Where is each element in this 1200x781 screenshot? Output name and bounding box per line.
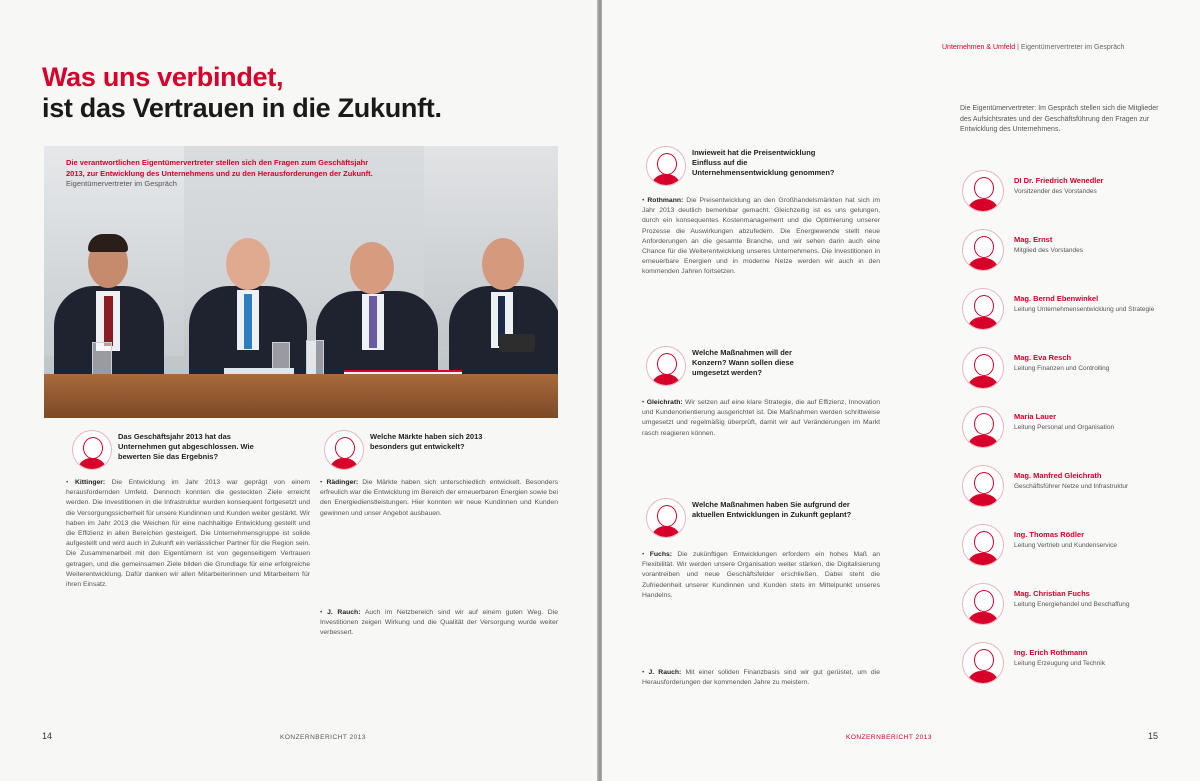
contact-card [962,347,1172,395]
contact-role: Leitung Personal und Organisation [1014,424,1115,431]
contact-card [962,288,1172,336]
contact-role: Leitung Finanzen und Controlling [1014,365,1110,372]
contact-name: DI Dr. Friedrich Wenedler [1014,176,1104,185]
answer-text: • Fuchs: Die zukünftigen Entwicklungen erfordern ein hohes Maß an Flexibilität. Wir werden unsere Organisation weiter stärken, die Digitalisierung vorantreiben und neue Geschäftsfelder erschließen. Dabei steht die Zufriedenheit unserer Kundinnen und Kunden stets im Mittelpunkt unseres Handelns. [642,551,880,599]
contact-role: Geschäftsführer Netze und Infrastruktur [1014,483,1129,490]
contact-card [962,170,1172,218]
answer-text: • J. Rauch: Auch im Netzbereich sind wir auf einem guten Weg. Die Investitionen zeigen Wirkung und die Qualität der Versorgung wurde weiter verbessert. [320,609,559,637]
answer-text: • Gleichrath: Wir setzen auf eine klare Strategie, die auf Effizienz, Innovation und Kundenorientierung ausgerichtet ist. Die Maßnahmen werden schrittweise umgesetzt und regelmäßig überprüft, damit wir auf Veränderungen im Markt rasch reagieren können. [642,399,880,437]
answer-speaker: Rädinger: [326,479,359,486]
photo-caption-sub: Eigentümervertreter im Gespräch [66,179,177,188]
answer-body: Die Preisentwicklung an den Großhandelsmärkten hat sich im Jahr 2013 deutlich bemerkbar gemacht. Gleichzeitig ist es uns gelungen, durch ein konsequentes Kostenmanagement und die Optimierung unserer Prozesse die Auswirkungen abzufedern. Die Energiewende stellt neue Anforderungen an die gesamte Branche, und wir sehen darin auch eine Chance für die Weiterentwicklung unseres Unternehmens. Die Investitionen in erneuerbare Energien und in moderne Netze werden wir auch in den kommenden Jahren fortsetzen. [642,197,880,276]
person-icon [962,347,1004,389]
page-number: 14 [42,731,53,741]
contact-card [962,583,1172,631]
headline-line-1: Was uns verbindet, [42,62,284,92]
answer-speaker: Kittinger: [74,479,106,486]
photo-caption-text: Die verantwortlichen Eigentümervertreter stellen sich den Fragen zum Geschäftsjahr 2013, zur Entwicklung des Unternehmens und zu den Herausforderungen der Zukunft. [66,158,373,178]
contact-name: Ing. Erich Rothmann [1014,648,1088,657]
person-icon [962,642,1004,684]
answer-body: Die Märkte haben sich unterschiedlich entwickelt. Besonders erfreulich war die Entwicklung im Bereich der erneuerbaren Energien sowie bei den Energiedienstleistungen. Hier konnten wir neue Kundinnen und Kunden gewinnen und unser Angebot ausbauen. [320,479,558,517]
contact-role: Leitung Energiehandel und Beschaffung [1014,601,1130,608]
person-icon [962,524,1004,566]
question-text: Welche Maßnahmen haben Sie aufgrund der aktuellen Entwicklungen in Zukunft geplant? [692,500,852,519]
contact-card [962,406,1172,454]
page-headline [42,62,442,124]
answer-speaker: Gleichrath: [646,399,683,406]
person-icon [324,430,364,470]
contact-role: Leitung Vertrieb und Kundenservice [1014,542,1117,549]
person-icon [962,229,1004,271]
person-icon [646,146,686,186]
answer-text: • Kittinger: Die Entwicklung im Jahr 2013 war geprägt von einem herausfordernden Umfeld. Dennoch konnten die gesteckten Ziele erreicht werden. Die Investitionen in die Infrastruktur wurden konsequent fortgesetzt und die Versorgungssicherheit für unsere Kundinnen und Kunden weiter gestärkt. Wir haben im Jahr 2013 die Weichen für eine nachhaltige Entwicklung gestellt und die Effizienz in allen Bereichen gesteigert. Die Unternehmensgruppe ist solide aufgestellt und wird auch in Zukunft ein verlässlicher Partner für die Region sein. Die Zusammenarbeit mit den Eigentümern ist von gegenseitigem Vertrauen getragen, und die gemeinsamen Ziele bilden die Grundlage für eine erfolgreiche Weiterentwicklung. Dafür danken wir allen Mitarbeiterinnen und Mitarbeitern für ihren Einsatz. [66,479,310,589]
person-icon [646,498,686,538]
page-number: 15 [1148,731,1159,741]
answer-body: Mit einer soliden Finanzbasis sind wir gut gerüstet, um die Herausforderungen der kommenden Jahre zu meistern. [642,669,881,687]
answer-text: • Rädinger: Die Märkte haben sich unterschiedlich entwickelt. Besonders erfreulich war die Entwicklung im Bereich der erneuerbaren Energien sowie bei den Energiedienstleistungen. Hier konnten wir neue Kundinnen und Kunden gewinnen und unser Angebot ausbauen. [320,479,558,517]
question-text: Welche Märkte haben sich 2013 besonders gut entwickelt? [370,432,483,451]
section-header-red: Unternehmen & Umfeld [942,44,1016,51]
answer-body: Die zukünftigen Entwicklungen erfordern ein hohes Maß an Flexibilität. Wir werden unsere Organisation weiter stärken, die Digitalisierung vorantreiben und neue Geschäftsfelder erschließen. Dabei steht die Zufriedenheit unserer Kundinnen und Kunden stets im Mittelpunkt unseres Handelns. [642,551,880,599]
question-text: Das Geschäftsjahr 2013 hat das Unternehmen gut abgeschlossen. Wie bewerten Sie das Ergebnis? [118,432,254,461]
answer-speaker: Fuchs: [649,551,673,558]
left-page [0,0,598,781]
answer-speaker: J. Rauch: [327,609,361,616]
question-text: Inwieweit hat die Preisentwicklung Einfluss auf die Unternehmensentwicklung genommen? [692,148,835,177]
person-icon [72,430,112,470]
right-page [602,0,1200,781]
contact-role: Leitung Erzeugung und Technik [1014,660,1105,667]
contact-card [962,524,1172,572]
answer-body: Die Entwicklung im Jahr 2013 war geprägt von einem herausfordernden Umfeld. Dennoch konnten die gesteckten Ziele erreicht werden. Die Investitionen in die Infrastruktur wurden konsequent fortgesetzt und die Versorgungssicherheit für unsere Kundinnen und Kunden weiter gestärkt. Wir haben im Jahr 2013 die Weichen für eine nachhaltige Entwicklung gestellt und die Effizienz in allen Bereichen gesteigert. Die Unternehmensgruppe ist solide aufgestellt und wird auch in Zukunft ein verlässlicher Partner für die Region sein. Die Zusammenarbeit mit den Eigentümern ist von gegenseitigem Vertrauen getragen, und die gemeinsamen Ziele bilden die Grundlage für eine erfolgreiche Weiterentwicklung. Dafür danken wir allen Mitarbeiterinnen und Mitarbeitern für ihren Einsatz. [66,479,310,589]
answer-text: • Rothmann: Die Preisentwicklung an den Großhandelsmärkten hat sich im Jahr 2013 deutlich bemerkbar gemacht. Gleichzeitig ist es uns gelungen, durch ein konsequentes Kostenmanagement und die Optimierung unserer Prozesse die Auswirkungen abzufedern. Die Energiewende stellt neue Anforderungen an die gesamte Branche, und wir sehen darin auch eine Chance für die Weiterentwicklung unseres Unternehmens. Die Investitionen in erneuerbare Energien und in moderne Netze werden wir auch in den kommenden Jahren fortsetzen. [642,197,880,276]
contact-role: Mitglied des Vorstandes [1014,247,1084,254]
contact-role: Vorsitzender des Vorstandes [1014,188,1097,195]
person-icon [962,170,1004,212]
person-icon [962,583,1004,625]
contact-card [962,642,1172,690]
contact-card [962,229,1172,277]
contact-name: Ing. Thomas Rödler [1014,530,1085,539]
running-footer: KONZERNBERICHT 2013 [846,734,932,741]
contact-name: Mag. Bernd Ebenwinkel [1014,294,1099,303]
section-header: Unternehmen & Umfeld | Eigentümervertreter im Gespräch [942,44,1125,51]
answer-body: Auch im Netzbereich sind wir auf einem guten Weg. Die Investitionen zeigen Wirkung und die Qualität der Versorgung wurde weiter verbessert. [320,609,559,637]
contact-name: Mag. Ernst [1014,235,1053,244]
question-text: Welche Maßnahmen will der Konzern? Wann sollen diese umgesetzt werden? [692,348,794,377]
person-icon [962,465,1004,507]
contact-card [962,465,1172,513]
answer-body: Wir setzen auf eine klare Strategie, die auf Effizienz, Innovation und Kundenorientierung ausgerichtet ist. Die Maßnahmen werden schrittweise umgesetzt und regelmäßig überprüft, damit wir auf Veränderungen im Markt rasch reagieren können. [642,399,880,437]
contacts-intro [960,104,1160,136]
contact-name: Mag. Eva Resch [1014,353,1072,362]
person-icon [962,288,1004,330]
headline-line-2: ist das Vertrauen in die Zukunft. [42,93,442,123]
section-header-gray: Eigentümervertreter im Gespräch [1020,44,1125,51]
contacts-intro-text: Die Eigentümervertreter: Im Gespräch stellen sich die Mitglieder des Aufsichtsrates und der Geschäftsführung den Fragen zur Entwicklung des Unternehmens. [960,105,1159,133]
running-footer: KONZERNBERICHT 2013 [280,734,366,741]
person-icon [646,346,686,386]
person-icon [962,406,1004,448]
answer-speaker: J. Rauch: [648,669,682,676]
contact-name: Mag. Christian Fuchs [1014,589,1090,598]
answer-speaker: Rothmann: [647,197,684,204]
contact-role: Leitung Unternehmensentwicklung und Strategie [1014,306,1155,313]
contact-name: Mag. Manfred Gleichrath [1014,471,1102,480]
photo-caption [66,158,376,190]
contact-name: Maria Lauer [1014,412,1057,421]
answer-text: • J. Rauch: Mit einer soliden Finanzbasis sind wir gut gerüstet, um die Herausforderungen der kommenden Jahre zu meistern. [642,669,881,687]
